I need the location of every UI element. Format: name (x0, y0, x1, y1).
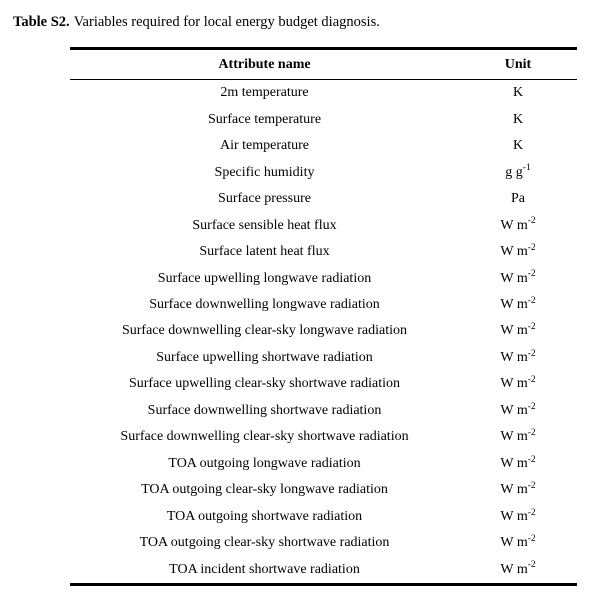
unit-cell: W m $^{-2}$ (500, 375, 536, 392)
unit-base: W m (500, 270, 528, 286)
table-row (70, 265, 577, 291)
table-row (70, 80, 577, 106)
table-body (70, 80, 577, 583)
attribute-cell: Air temperature (219, 138, 309, 154)
table-row (70, 424, 577, 450)
unit-base: W m (500, 535, 528, 551)
unit-base: K (512, 138, 524, 154)
table-row (70, 557, 577, 583)
attribute-cell: Surface temperature (207, 111, 322, 127)
unit-cell (459, 80, 577, 106)
unit-cell: W m $^{-2}$ (500, 534, 536, 551)
unit-cell: W m $^{-2}$ (500, 269, 536, 286)
table-row (70, 239, 577, 265)
table-row (70, 345, 577, 371)
unit-cell: W m $^{-2}$ (500, 401, 536, 418)
attribute-cell: Surface downwelling shortwave radiation (147, 402, 382, 418)
attribute-cell: Surface downwelling longwave radiation (149, 297, 380, 313)
unit-cell (459, 186, 577, 212)
unit-base: Pa (511, 191, 525, 207)
unit-cell: W m $^{-2}$ (500, 481, 536, 498)
attribute-cell: Surface upwelling shortwave radiation (156, 349, 373, 365)
table-row (70, 133, 577, 159)
attribute-cell: TOA outgoing longwave radiation (168, 455, 361, 471)
table-row (70, 186, 577, 212)
unit-cell: W m $^{-2}$ (500, 428, 536, 445)
unit-cell: g g $^{-1}$ (505, 163, 531, 180)
attribute-cell: Surface upwelling clear-sky shortwave radiation (128, 376, 401, 392)
table-row (70, 530, 577, 556)
table-row (70, 477, 577, 503)
unit-cell: W m $^{-2}$ (500, 454, 536, 471)
table-row (70, 504, 577, 530)
unit-base: W m (500, 244, 528, 260)
unit-cell: W m $^{-2}$ (500, 216, 536, 233)
attribute-cell: Surface downwelling clear-sky shortwave radiation (120, 429, 409, 445)
unit-cell: W m $^{-2}$ (500, 560, 536, 577)
unit-base: W m (500, 349, 528, 365)
table-caption (13, 14, 380, 31)
unit-base: W m (500, 508, 528, 524)
table-row (70, 318, 577, 344)
unit-cell: W m $^{-2}$ (500, 295, 536, 313)
unit-cell: W m $^{-2}$ (500, 322, 536, 339)
attribute-cell: TOA outgoing shortwave radiation (166, 508, 363, 524)
table-row (70, 451, 577, 477)
table-row (70, 371, 577, 397)
table-row (70, 159, 577, 185)
unit-cell (459, 133, 577, 159)
unit-base: K (512, 85, 524, 101)
attribute-cell: Surface downwelling clear-sky longwave radiation (121, 323, 408, 339)
header-attribute-name: Attribute name (218, 56, 311, 72)
unit-base: g g (505, 164, 523, 180)
attribute-cell: Specific humidity (214, 164, 315, 180)
header-unit: Unit (504, 56, 532, 72)
unit-base: W m (500, 561, 528, 577)
unit-base: K (512, 111, 524, 127)
unit-cell: W m $^{-2}$ (500, 348, 536, 365)
unit-base: W m (500, 323, 528, 339)
attribute-cell: TOA incident shortwave radiation (169, 561, 360, 577)
table-row (70, 106, 577, 132)
attribute-cell: 2m temperature (220, 85, 309, 101)
unit-cell: W m $^{-2}$ (500, 507, 536, 524)
unit-base: W m (500, 429, 528, 445)
unit-base: W m (500, 376, 528, 392)
unit-base: W m (500, 402, 528, 418)
table-caption-label: Table S2. (13, 14, 70, 30)
attribute-cell: TOA outgoing clear-sky shortwave radiation (139, 535, 390, 551)
table-header-row (70, 50, 577, 80)
variables-table (70, 47, 577, 586)
table-row (70, 212, 577, 238)
unit-base: W m (500, 297, 528, 313)
unit-cell (459, 106, 577, 132)
attribute-cell: Surface sensible heat flux (192, 217, 337, 233)
unit-base: W m (500, 482, 528, 498)
unit-cell: W m $^{-2}$ (500, 242, 536, 260)
table-row (70, 292, 577, 318)
attribute-cell: Surface upwelling longwave radiation (157, 270, 372, 286)
unit-base: W m (500, 217, 528, 233)
table-caption-text: Variables required for local energy budget diagnosis. (73, 14, 380, 30)
attribute-cell: TOA outgoing clear-sky longwave radiation (141, 482, 388, 498)
table-row (70, 398, 577, 424)
attribute-cell: Surface latent heat flux (199, 244, 330, 260)
unit-base: W m (500, 455, 528, 471)
attribute-cell: Surface pressure (218, 191, 311, 207)
